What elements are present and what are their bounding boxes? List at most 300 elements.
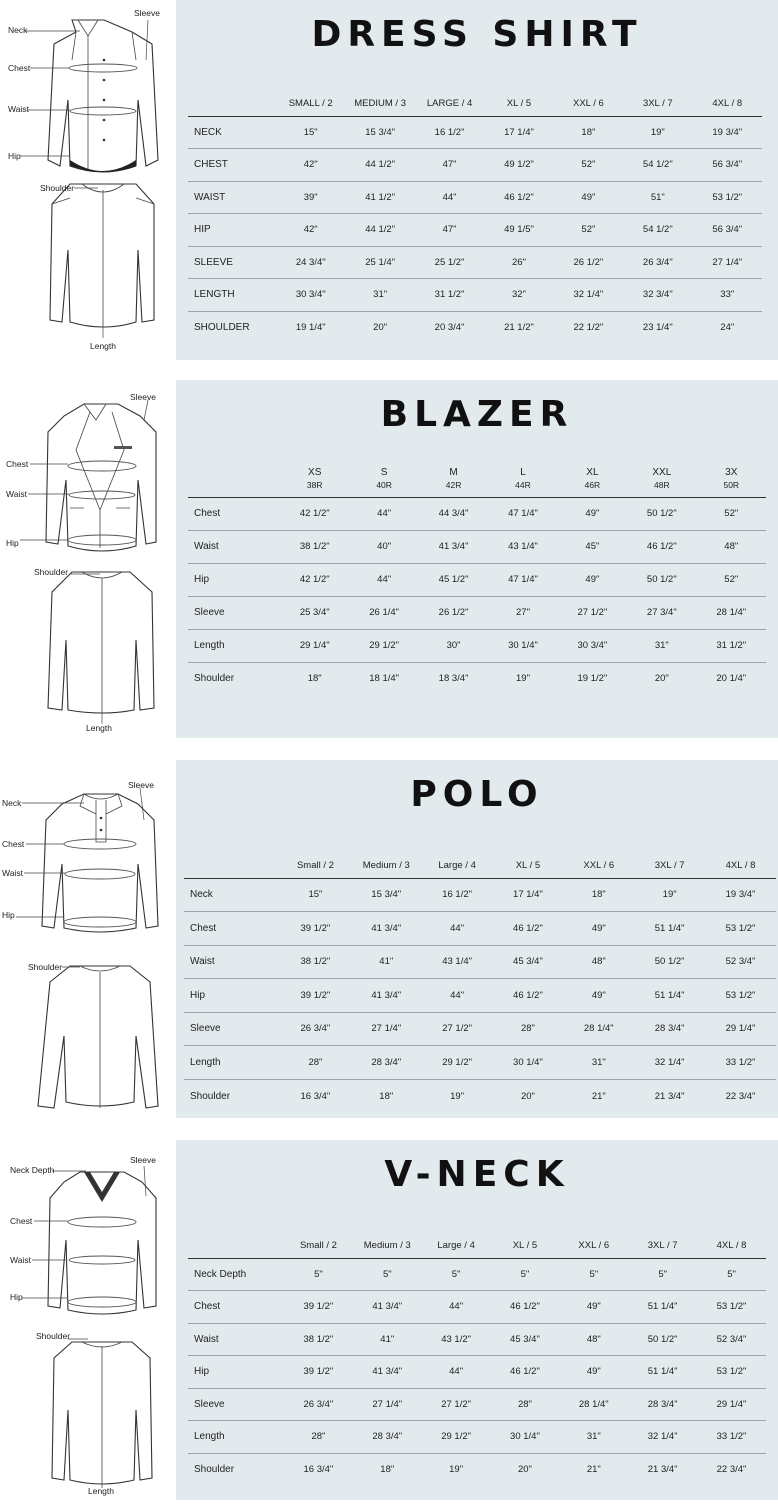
table-cell: 21" bbox=[586, 1464, 601, 1475]
column-header: XL / 5 bbox=[493, 836, 564, 878]
table-cell: 28 1/4" bbox=[697, 596, 766, 629]
table-cell: 19" bbox=[450, 1090, 465, 1102]
row-label: Chest bbox=[188, 497, 280, 530]
size-table bbox=[188, 1218, 766, 1486]
table-cell: 30" bbox=[419, 629, 488, 662]
table-cell: 22 3/4" bbox=[725, 1090, 756, 1102]
table-body bbox=[184, 878, 776, 1113]
table-body bbox=[188, 116, 762, 344]
table-cell: 52 3/4" bbox=[697, 1323, 766, 1356]
column-header: XL / 5 bbox=[484, 80, 553, 116]
table-cell: 41 3/4" bbox=[353, 1356, 422, 1389]
sleeve-label: Sleeve bbox=[134, 8, 160, 18]
table-cell: 32 1/4" bbox=[634, 1046, 705, 1080]
row-label: Waist bbox=[188, 1323, 284, 1356]
table-cell: 52" bbox=[554, 214, 623, 247]
table-cell: 46 1/2" bbox=[627, 530, 696, 563]
row-label: SLEEVE bbox=[188, 246, 276, 279]
waist-label: Waist bbox=[10, 1255, 31, 1265]
column-header: XXL / 6 bbox=[554, 80, 623, 116]
row-label: Sleeve bbox=[188, 1388, 284, 1421]
garment-illustration bbox=[0, 760, 176, 1120]
table-cell: 17 1/4" bbox=[493, 878, 564, 912]
column-header: XS 38R bbox=[280, 456, 349, 497]
table-cell: 51 1/4" bbox=[634, 912, 705, 946]
table-header-row bbox=[188, 80, 762, 116]
neck-label: Neck bbox=[8, 25, 28, 35]
table-cell: 18" bbox=[379, 1090, 394, 1102]
row-label: Sleeve bbox=[188, 596, 280, 629]
table-cell: 47 1/4" bbox=[488, 497, 557, 530]
table-cell: 20 3/4" bbox=[434, 322, 465, 333]
table-row bbox=[188, 530, 766, 563]
column-header: XXL / 6 bbox=[559, 1218, 628, 1258]
table-cell: 52" bbox=[697, 497, 766, 530]
table-cell: 27 1/4" bbox=[351, 1012, 422, 1046]
table-cell: 39 1/2" bbox=[284, 1291, 353, 1324]
table-cell: 44" bbox=[349, 497, 418, 530]
chest-label: Chest bbox=[2, 839, 25, 849]
table-cell: 31" bbox=[563, 1046, 634, 1080]
column-header: Small / 2 bbox=[284, 1218, 353, 1258]
garment-illustration bbox=[0, 0, 176, 360]
hip-label: Hip bbox=[8, 151, 21, 161]
table-cell: 30 1/4" bbox=[491, 1421, 560, 1454]
table-body bbox=[188, 1258, 766, 1486]
row-label: Waist bbox=[184, 945, 280, 979]
section-title: V-NECK bbox=[384, 1154, 570, 1195]
table-cell: 53 1/2" bbox=[697, 1356, 766, 1389]
table-cell: 28 3/4" bbox=[628, 1388, 697, 1421]
section-title: POLO bbox=[410, 774, 544, 815]
table-cell: 51" bbox=[623, 181, 692, 214]
sleeve-label: Sleeve bbox=[130, 1155, 156, 1165]
column-header: 3XL / 7 bbox=[623, 80, 692, 116]
table-cell: 46 1/2" bbox=[484, 181, 553, 214]
row-label: Hip bbox=[184, 979, 280, 1013]
size-section-dress-shirt bbox=[0, 0, 778, 360]
table-row bbox=[188, 1323, 766, 1356]
column-header: 3X 50R bbox=[697, 456, 766, 497]
table-cell: 49" bbox=[554, 181, 623, 214]
table-cell: 18 3/4" bbox=[438, 673, 469, 685]
table-cell: 20" bbox=[373, 322, 388, 333]
chest-label: Chest bbox=[10, 1216, 33, 1226]
garment-illustration bbox=[0, 380, 176, 740]
table-cell: 32 3/4" bbox=[623, 279, 692, 312]
table-cell: 17 1/4" bbox=[484, 116, 553, 149]
table-cell: 26" bbox=[484, 246, 553, 279]
size-chart-panel bbox=[176, 760, 778, 1118]
section-title: BLAZER bbox=[380, 394, 574, 435]
table-cell: 27 1/2" bbox=[558, 596, 627, 629]
hip-label: Hip bbox=[6, 538, 19, 548]
table-cell: 56 3/4" bbox=[693, 149, 762, 182]
table-cell: 16 1/2" bbox=[415, 116, 484, 149]
size-chart-panel bbox=[176, 380, 778, 738]
table-cell: 50 1/2" bbox=[627, 497, 696, 530]
table-cell: 23 1/4" bbox=[642, 322, 673, 333]
column-header: XXL 48R bbox=[627, 456, 696, 497]
table-cell: 33 1/2" bbox=[697, 1421, 766, 1454]
table-cell: 24" bbox=[720, 322, 735, 333]
column-header: LARGE / 4 bbox=[415, 80, 484, 116]
table-cell: 48" bbox=[697, 530, 766, 563]
table-cell: 5" bbox=[353, 1258, 422, 1291]
column-header: XXL / 6 bbox=[563, 836, 634, 878]
table-cell: 46 1/2" bbox=[493, 979, 564, 1013]
table-cell: 45 3/4" bbox=[493, 945, 564, 979]
table-cell: 33 1/2" bbox=[705, 1046, 776, 1080]
column-header: Large / 4 bbox=[422, 1218, 491, 1258]
table-cell: 26 3/4" bbox=[623, 246, 692, 279]
dress-shirt-diagram bbox=[0, 0, 176, 360]
table-cell: 44" bbox=[422, 1356, 491, 1389]
column-header: 3XL / 7 bbox=[628, 1218, 697, 1258]
table-cell: 50 1/2" bbox=[634, 945, 705, 979]
table-cell: 53 1/2" bbox=[705, 912, 776, 946]
column-header bbox=[188, 456, 280, 497]
size-table bbox=[188, 80, 762, 344]
neck-label: Neck bbox=[2, 798, 22, 808]
table-cell: 41 3/4" bbox=[419, 530, 488, 563]
row-label: Neck bbox=[184, 878, 280, 912]
table-cell: 49" bbox=[558, 497, 627, 530]
table-cell: 44" bbox=[422, 979, 493, 1013]
row-label: HIP bbox=[188, 214, 276, 247]
table-row bbox=[184, 1046, 776, 1080]
table-cell: 27 1/4" bbox=[693, 246, 762, 279]
table-row bbox=[188, 1258, 766, 1291]
table-cell: 38 1/2" bbox=[280, 945, 351, 979]
table-cell: 45 1/2" bbox=[419, 563, 488, 596]
column-header: 4XL / 8 bbox=[693, 80, 762, 116]
table-cell: 52 3/4" bbox=[705, 945, 776, 979]
table-cell: 49 1/2" bbox=[484, 149, 553, 182]
row-label: Shoulder bbox=[194, 673, 235, 685]
column-header: L 44R bbox=[488, 456, 557, 497]
table-cell: 43 1/4" bbox=[488, 530, 557, 563]
size-chart-panel bbox=[176, 1140, 778, 1500]
table-row bbox=[188, 596, 766, 629]
column-header: MEDIUM / 3 bbox=[345, 80, 414, 116]
table-cell: 25 1/4" bbox=[345, 246, 414, 279]
row-label: Sleeve bbox=[184, 1012, 280, 1046]
table-cell: 50 1/2" bbox=[628, 1323, 697, 1356]
sleeve-label: Sleeve bbox=[128, 780, 154, 790]
table-cell: 52" bbox=[554, 149, 623, 182]
table-cell: 16 1/2" bbox=[422, 878, 493, 912]
table-cell: 28 1/4" bbox=[563, 1012, 634, 1046]
table-cell: 28 1/4" bbox=[559, 1388, 628, 1421]
table-cell: 31" bbox=[345, 279, 414, 312]
table-cell: 26 1/4" bbox=[349, 596, 418, 629]
table-row bbox=[188, 629, 766, 662]
column-header: M 42R bbox=[419, 456, 488, 497]
table-cell: 28 3/4" bbox=[351, 1046, 422, 1080]
table-row bbox=[188, 1356, 766, 1389]
table-cell: 39 1/2" bbox=[280, 912, 351, 946]
column-header: SMALL / 2 bbox=[276, 80, 345, 116]
chest-label: Chest bbox=[6, 459, 29, 469]
table-cell: 44" bbox=[422, 912, 493, 946]
table-row bbox=[188, 311, 762, 344]
column-header: Medium / 3 bbox=[351, 836, 422, 878]
table-cell: 56 3/4" bbox=[693, 214, 762, 247]
table-cell: 31" bbox=[627, 629, 696, 662]
waist-label: Waist bbox=[6, 489, 27, 499]
table-cell: 31 1/2" bbox=[697, 629, 766, 662]
table-cell: 28 3/4" bbox=[353, 1421, 422, 1454]
size-chart-panel bbox=[176, 0, 778, 360]
table-row bbox=[188, 1453, 766, 1486]
table-row bbox=[188, 497, 766, 530]
table-cell: 19 1/2" bbox=[577, 673, 608, 685]
column-header: 4XL / 8 bbox=[705, 836, 776, 878]
table-cell: 30 3/4" bbox=[558, 629, 627, 662]
row-label: Shoulder bbox=[190, 1090, 231, 1102]
table-cell: 38 1/2" bbox=[280, 530, 349, 563]
table-cell: 44 1/2" bbox=[345, 214, 414, 247]
table-cell: 53 1/2" bbox=[697, 1291, 766, 1324]
table-cell: 19" bbox=[634, 878, 705, 912]
table-cell: 32" bbox=[484, 279, 553, 312]
garment-illustration bbox=[0, 1140, 176, 1500]
table-cell: 30 1/4" bbox=[488, 629, 557, 662]
column-header: S 40R bbox=[349, 456, 418, 497]
table-row bbox=[184, 979, 776, 1013]
table-cell: 27 1/2" bbox=[422, 1388, 491, 1421]
table-cell: 48" bbox=[563, 945, 634, 979]
table-cell: 5" bbox=[697, 1258, 766, 1291]
row-label: Chest bbox=[188, 1291, 284, 1324]
table-row bbox=[188, 149, 762, 182]
table-cell: 5" bbox=[491, 1258, 560, 1291]
table-row bbox=[184, 912, 776, 946]
table-cell: 31 1/2" bbox=[415, 279, 484, 312]
row-label: Length bbox=[184, 1046, 280, 1080]
table-cell: 51 1/4" bbox=[628, 1291, 697, 1324]
table-cell: 31" bbox=[559, 1421, 628, 1454]
shoulder-label: Shoulder bbox=[40, 183, 75, 193]
table-row bbox=[184, 945, 776, 979]
table-cell: 18" bbox=[554, 116, 623, 149]
table-row bbox=[188, 279, 762, 312]
table-cell: 21" bbox=[591, 1090, 606, 1102]
column-header: 4XL / 8 bbox=[697, 1218, 766, 1258]
length-label: Length bbox=[88, 1486, 114, 1496]
table-cell: 27" bbox=[488, 596, 557, 629]
v-neck-diagram bbox=[0, 1140, 176, 1500]
table-row bbox=[184, 1012, 776, 1046]
table-row bbox=[188, 1291, 766, 1324]
table-cell: 5" bbox=[284, 1258, 353, 1291]
table-cell: 29 1/2" bbox=[422, 1046, 493, 1080]
table-cell: 16 3/4" bbox=[303, 1464, 334, 1475]
table-cell: 51 1/4" bbox=[628, 1356, 697, 1389]
table-cell: 46 1/2" bbox=[491, 1291, 560, 1324]
size-section-polo bbox=[0, 760, 778, 1120]
table-cell: 5" bbox=[422, 1258, 491, 1291]
table-cell: 27 1/2" bbox=[422, 1012, 493, 1046]
table-cell: 39 1/2" bbox=[284, 1356, 353, 1389]
table-cell: 47" bbox=[415, 149, 484, 182]
table-cell: 18 1/4" bbox=[369, 673, 400, 685]
column-header bbox=[188, 1218, 284, 1258]
hip-label: Hip bbox=[10, 1292, 23, 1302]
table-cell: 28 3/4" bbox=[634, 1012, 705, 1046]
column-header: 3XL / 7 bbox=[634, 836, 705, 878]
table-cell: 5" bbox=[628, 1258, 697, 1291]
section-title: DRESS SHIRT bbox=[311, 14, 643, 55]
table-cell: 53 1/2" bbox=[693, 181, 762, 214]
waist-label: Waist bbox=[2, 868, 23, 878]
table-cell: 54 1/2" bbox=[623, 149, 692, 182]
table-cell: 28" bbox=[284, 1421, 353, 1454]
shoulder-label: Shoulder bbox=[34, 567, 69, 577]
table-cell: 49" bbox=[563, 979, 634, 1013]
table-cell: 50 1/2" bbox=[627, 563, 696, 596]
column-header: Small / 2 bbox=[280, 836, 351, 878]
table-cell: 20 1/4" bbox=[716, 673, 747, 685]
table-cell: 25 1/2" bbox=[415, 246, 484, 279]
table-cell: 29 1/4" bbox=[280, 629, 349, 662]
table-header-row bbox=[188, 456, 766, 497]
blazer-diagram bbox=[0, 380, 176, 740]
table-cell: 16 3/4" bbox=[300, 1090, 331, 1102]
table-cell: 47 1/4" bbox=[488, 563, 557, 596]
table-cell: 41" bbox=[351, 945, 422, 979]
table-cell: 27 3/4" bbox=[627, 596, 696, 629]
table-cell: 52" bbox=[697, 563, 766, 596]
table-cell: 21 1/2" bbox=[504, 322, 534, 333]
column-header: XL 46R bbox=[558, 456, 627, 497]
row-label: Shoulder bbox=[194, 1464, 235, 1475]
table-cell: 43 1/2" bbox=[422, 1323, 491, 1356]
table-row bbox=[184, 878, 776, 912]
shoulder-label: Shoulder bbox=[28, 962, 63, 972]
table-cell: 19" bbox=[623, 116, 692, 149]
table-cell: 39 1/2" bbox=[280, 979, 351, 1013]
column-header: Medium / 3 bbox=[353, 1218, 422, 1258]
row-label: SHOULDER bbox=[194, 322, 250, 333]
table-cell: 5" bbox=[559, 1258, 628, 1291]
column-header bbox=[184, 836, 280, 878]
table-row bbox=[184, 1079, 776, 1113]
table-row bbox=[188, 246, 762, 279]
size-table bbox=[188, 456, 766, 695]
table-row bbox=[188, 181, 762, 214]
table-cell: 49" bbox=[563, 912, 634, 946]
table-cell: 22 3/4" bbox=[716, 1464, 747, 1475]
table-cell: 42" bbox=[276, 149, 345, 182]
table-cell: 18" bbox=[307, 673, 322, 685]
chest-label: Chest bbox=[8, 63, 31, 73]
table-cell: 41 3/4" bbox=[351, 979, 422, 1013]
table-cell: 15" bbox=[276, 116, 345, 149]
table-cell: 30 3/4" bbox=[276, 279, 345, 312]
table-cell: 29 1/4" bbox=[697, 1388, 766, 1421]
hip-label: Hip bbox=[2, 910, 15, 920]
row-label: WAIST bbox=[188, 181, 276, 214]
table-cell: 49" bbox=[559, 1291, 628, 1324]
table-cell: 22 1/2" bbox=[573, 322, 604, 333]
shoulder-label: Shoulder bbox=[36, 1331, 71, 1341]
table-cell: 28" bbox=[280, 1046, 351, 1080]
waist-label: Waist bbox=[8, 104, 29, 114]
table-cell: 45 3/4" bbox=[491, 1323, 560, 1356]
table-cell: 45" bbox=[558, 530, 627, 563]
table-cell: 48" bbox=[559, 1323, 628, 1356]
table-cell: 44" bbox=[415, 181, 484, 214]
size-section-v-neck bbox=[0, 1140, 778, 1500]
table-row bbox=[188, 116, 762, 149]
table-cell: 49 1/5" bbox=[484, 214, 553, 247]
row-label: NECK bbox=[188, 116, 276, 149]
table-row bbox=[188, 563, 766, 596]
table-cell: 38 1/2" bbox=[284, 1323, 353, 1356]
table-cell: 47" bbox=[415, 214, 484, 247]
table-cell: 51 1/4" bbox=[634, 979, 705, 1013]
table-cell: 46 1/2" bbox=[491, 1356, 560, 1389]
table-cell: 32 1/4" bbox=[554, 279, 623, 312]
table-cell: 44 3/4" bbox=[419, 497, 488, 530]
table-cell: 53 1/2" bbox=[705, 979, 776, 1013]
sleeve-label: Sleeve bbox=[130, 392, 156, 402]
column-header: XL / 5 bbox=[491, 1218, 560, 1258]
table-cell: 26 3/4" bbox=[284, 1388, 353, 1421]
table-cell: 20" bbox=[654, 673, 669, 685]
size-table bbox=[184, 836, 776, 1113]
table-cell: 20" bbox=[517, 1464, 532, 1475]
table-cell: 39" bbox=[276, 181, 345, 214]
table-cell: 49" bbox=[558, 563, 627, 596]
table-cell: 41 3/4" bbox=[353, 1291, 422, 1324]
table-cell: 44" bbox=[422, 1291, 491, 1324]
table-cell: 43 1/4" bbox=[422, 945, 493, 979]
table-cell: 42" bbox=[276, 214, 345, 247]
table-cell: 44" bbox=[349, 563, 418, 596]
row-label: Hip bbox=[188, 1356, 284, 1389]
length-label: Length bbox=[86, 723, 112, 733]
table-cell: 20" bbox=[520, 1090, 535, 1102]
table-row bbox=[188, 1421, 766, 1454]
table-cell: 41 3/4" bbox=[351, 912, 422, 946]
column-header: Large / 4 bbox=[422, 836, 493, 878]
neck-depth-label: Neck Depth bbox=[10, 1165, 55, 1175]
table-cell: 54 1/2" bbox=[623, 214, 692, 247]
table-cell: 19 3/4" bbox=[705, 878, 776, 912]
table-row bbox=[188, 1388, 766, 1421]
row-label: Waist bbox=[188, 530, 280, 563]
table-cell: 19" bbox=[449, 1464, 464, 1475]
table-cell: 15" bbox=[280, 878, 351, 912]
table-cell: 46 1/2" bbox=[493, 912, 564, 946]
table-cell: 27 1/4" bbox=[353, 1388, 422, 1421]
row-label: Length bbox=[188, 1421, 284, 1454]
row-label: Hip bbox=[188, 563, 280, 596]
table-cell: 26 1/2" bbox=[554, 246, 623, 279]
table-cell: 41" bbox=[353, 1323, 422, 1356]
column-header bbox=[188, 80, 276, 116]
table-cell: 26 1/2" bbox=[419, 596, 488, 629]
row-label: LENGTH bbox=[188, 279, 276, 312]
table-cell: 42 1/2" bbox=[280, 497, 349, 530]
table-header-row bbox=[188, 1218, 766, 1258]
table-cell: 25 3/4" bbox=[280, 596, 349, 629]
table-cell: 40" bbox=[349, 530, 418, 563]
table-cell: 32 1/4" bbox=[628, 1421, 697, 1454]
